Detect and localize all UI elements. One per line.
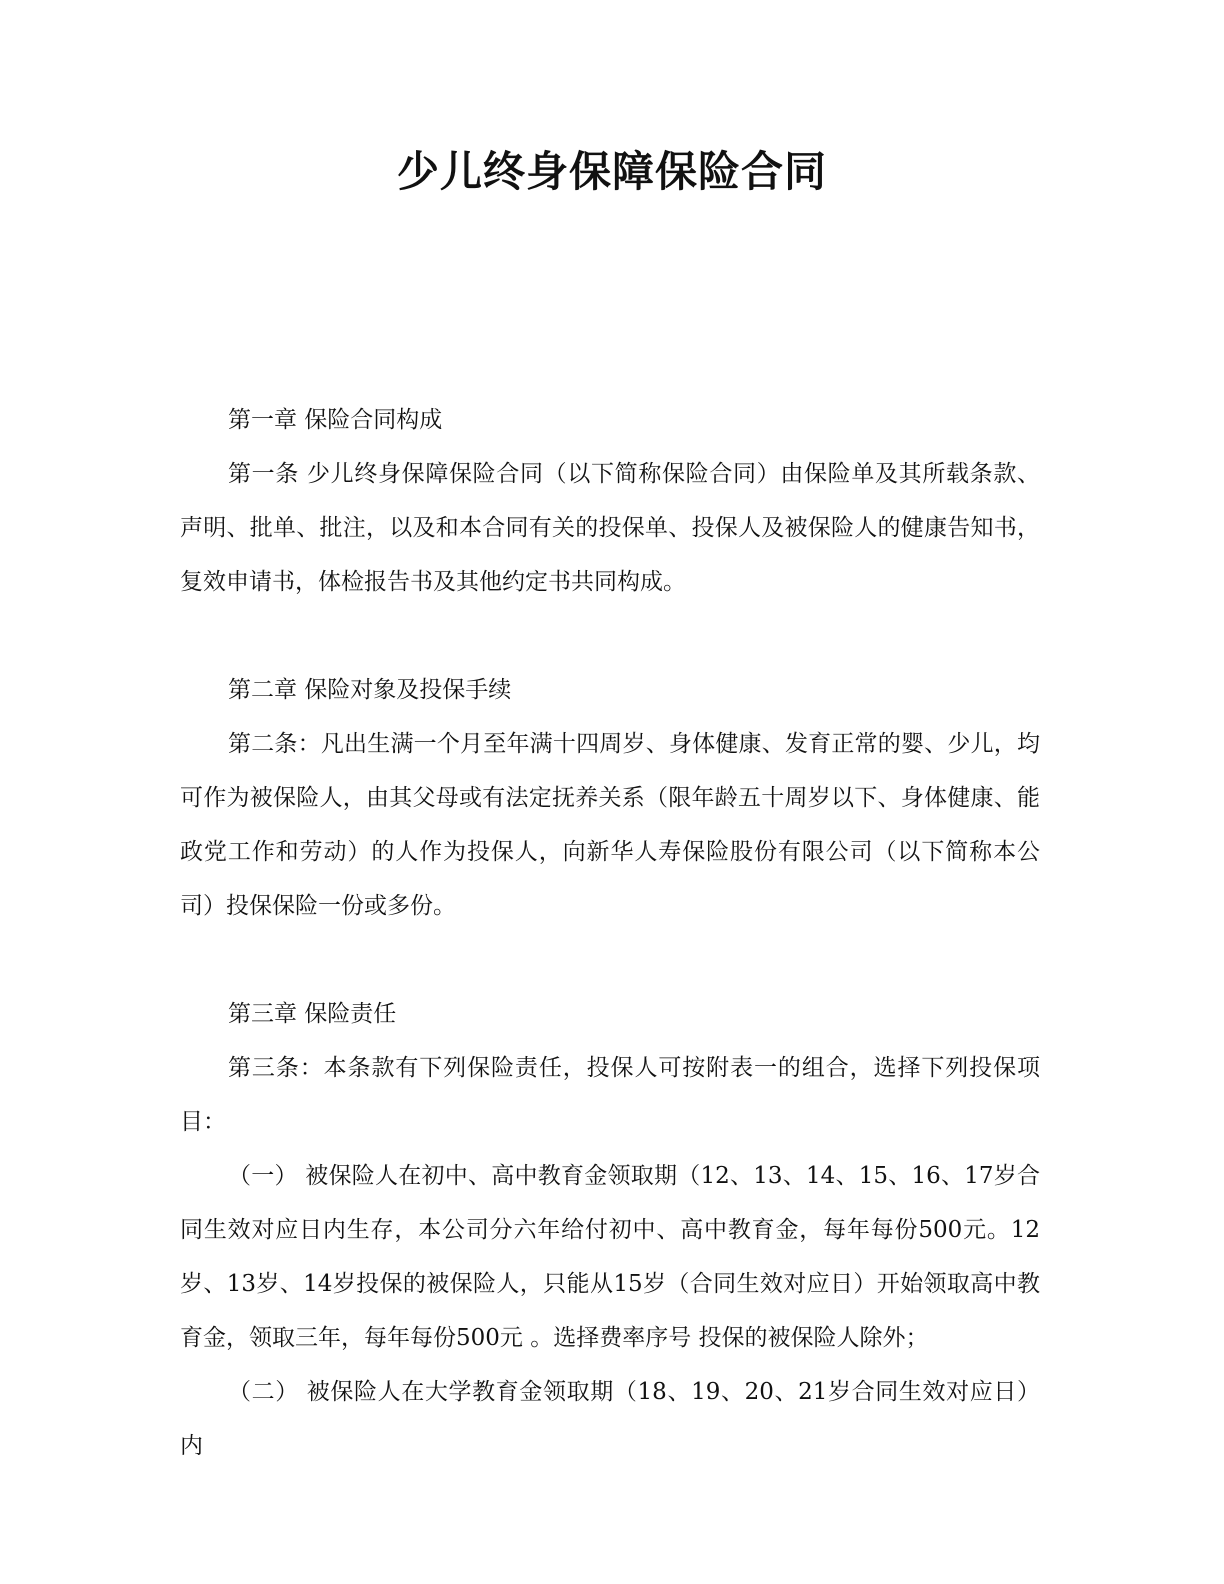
chapter-3-heading: 第三章 保险责任 <box>228 1001 397 1027</box>
article-3-paragraph: 第三条：本条款有下列保险责任，投保人可按附表一的组合，选择下列投保项目： <box>180 1055 1040 1135</box>
chapter-1-heading: 第一章 保险合同构成 <box>228 407 443 433</box>
chapter-2-heading: 第二章 保险对象及投保手续 <box>228 677 512 703</box>
section-spacer <box>180 933 1040 987</box>
document-body <box>180 393 1040 1473</box>
article-3-item-1: （一） 被保险人在初中、高中教育金领取期（12、13、14、15、16、17岁合同生效对应日内生存，本公司分六年给付初中、高中教育金，每年每份500元。12岁、13岁、14岁投保的被保险人，只能从15岁（合同生效对应日）开始领取高中教育金，领取三年，每年每份500元 。选择费率序号 投保的被保险人除外； <box>180 1163 1040 1351</box>
article-1-paragraph: 第一条 少儿终身保障保险合同（以下简称保险合同）由保险单及其所载条款、声明、批单、批注，以及和本合同有关的投保单、投保人及被保险人的健康告知书，复效申请书，体检报告书及其他约定书共同构成。 <box>180 461 1040 595</box>
article-2-paragraph: 第二条：凡出生满一个月至年满十四周岁、身体健康、发育正常的婴、少儿，均可作为被保险人，由其父母或有法定抚养关系（限年龄五十周岁以下、身体健康、能政党工作和劳动）的人作为投保人，向新华人寿保险股份有限公司（以下简称本公司）投保保险一份或多份。 <box>180 731 1040 919</box>
document-title: 少儿终身保障保险合同 <box>396 147 827 196</box>
article-3-item-2: （二） 被保险人在大学教育金领取期（18、19、20、21岁合同生效对应日）内 <box>180 1379 1040 1459</box>
section-spacer <box>180 609 1040 663</box>
